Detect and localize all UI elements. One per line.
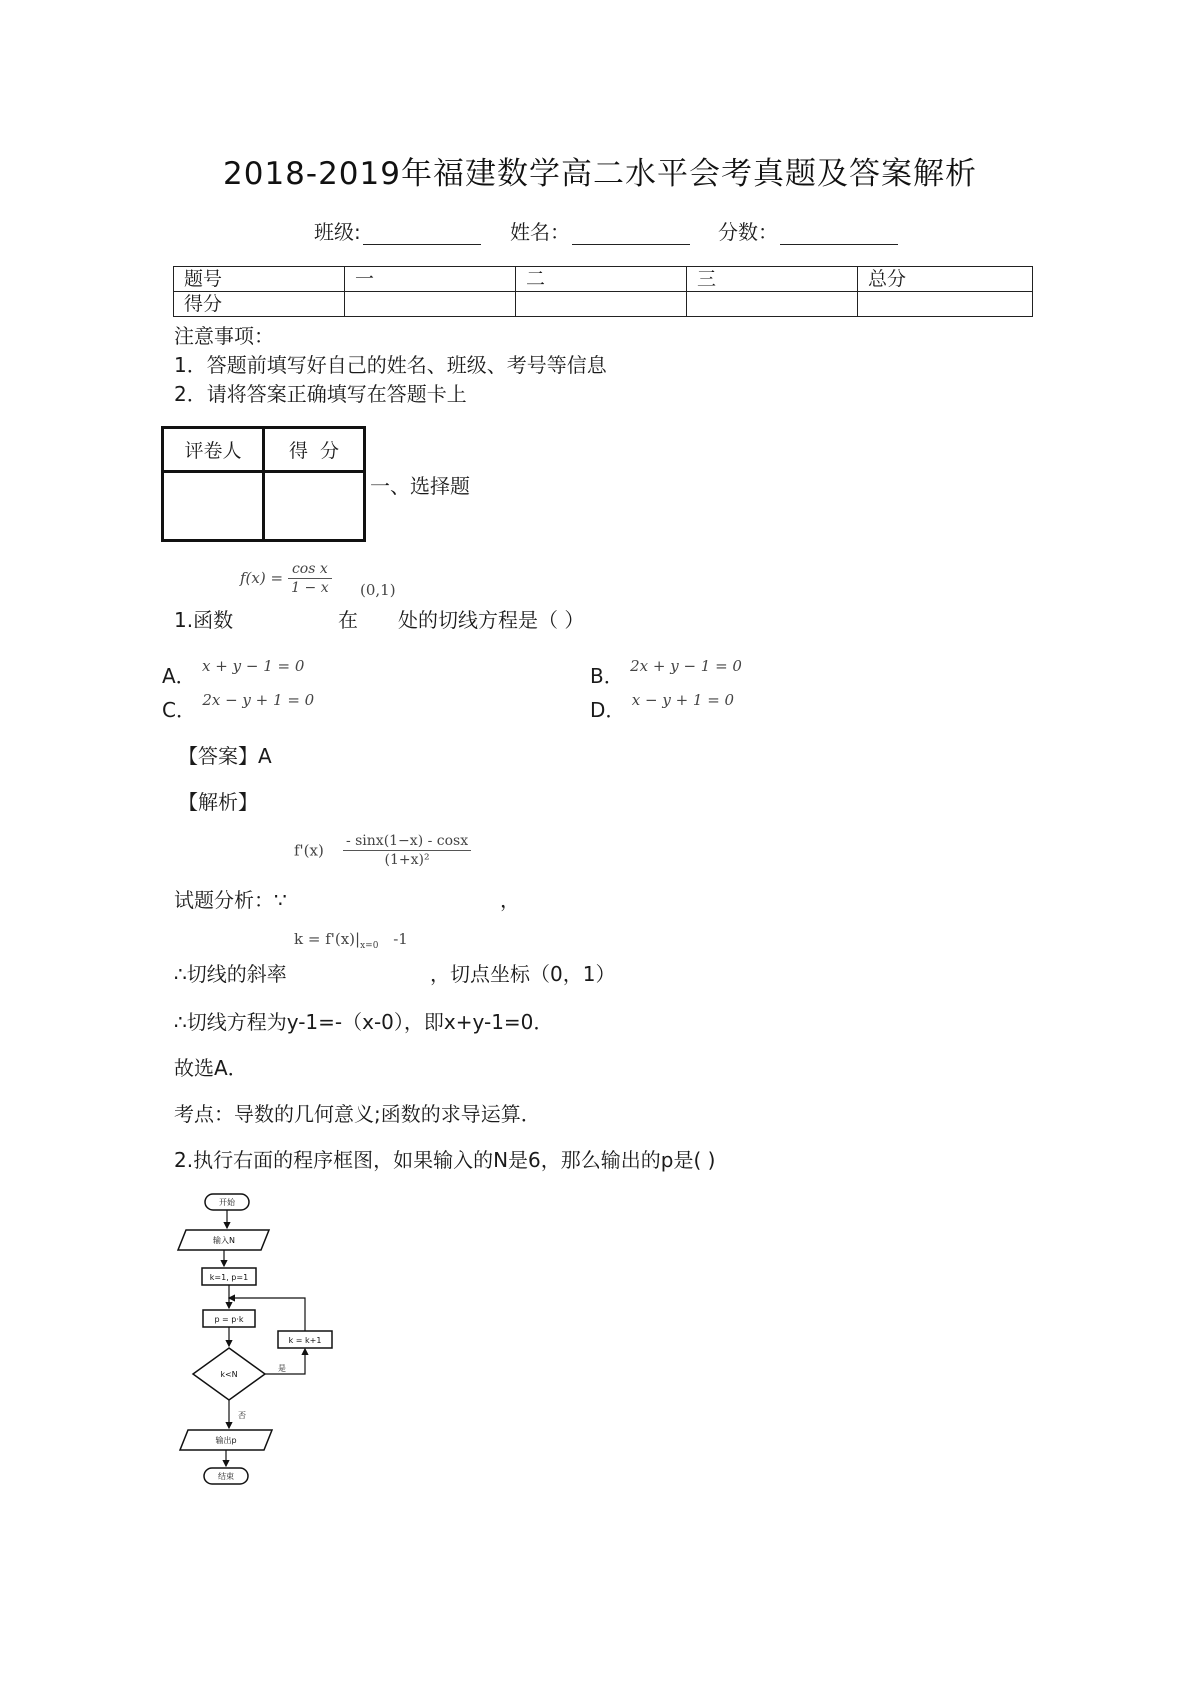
slope-subscript: x=0 (360, 941, 379, 951)
option-expr: x − y + 1 = 0 (631, 691, 735, 709)
grader-table (161, 426, 366, 542)
analysis-comma: ， (500, 888, 520, 912)
analysis-line-5: 考点：导数的几何意义;函数的求导运算． (174, 1102, 541, 1126)
flow-no-label: 否 (238, 1411, 246, 1420)
score-header-cell: 题号 (174, 267, 345, 292)
grader-cell (163, 472, 264, 541)
q1-frac-num: cos x (288, 560, 331, 579)
class-field (314, 216, 481, 245)
q1-f-label: f(x) = (240, 569, 284, 587)
score-row-label: 得分 (174, 292, 345, 317)
grader-header: 评卷人 (163, 428, 264, 472)
analysis-line-2-prefix: ∴切线的斜率 (174, 962, 287, 986)
score-header-cell: 一 (345, 267, 516, 292)
flow-update-k-text: k = k+1 (288, 1336, 322, 1345)
score-cell (858, 292, 1033, 317)
flow-update-p-text: p = p·k (214, 1315, 244, 1324)
section-heading: 一、选择题 (370, 474, 470, 498)
deriv-num: - sinx(1−x) - cosx (343, 832, 471, 851)
score-cell (687, 292, 858, 317)
q1-option-c (162, 691, 315, 723)
slope-formula (294, 930, 408, 951)
flow-start-text: 开始 (219, 1198, 235, 1207)
q1-derivative-formula (294, 832, 471, 869)
score-table-header-row (174, 267, 1033, 292)
q1-analysis-label: 【解析】 (178, 790, 258, 814)
analysis-line-2-suffix: ，切点坐标（0，1） (430, 962, 616, 986)
option-letter: A． (162, 664, 196, 688)
deriv-den: (1+x)² (384, 852, 430, 868)
q1-frac-den: 1 − x (291, 580, 329, 596)
deriv-fraction (343, 832, 471, 869)
q1-point: (0,1) (360, 581, 396, 599)
analysis-line-3: ∴切线方程为y-1=-（x-0），即x+y-1=0． (174, 1010, 554, 1034)
score-header-cell: 二 (516, 267, 687, 292)
q1-option-b (590, 657, 742, 689)
q1-function-formula (240, 560, 332, 597)
flow-init-text: k=1, p=1 (209, 1273, 249, 1282)
q1-option-d (590, 691, 735, 723)
score-cell (345, 292, 516, 317)
page-title: 2018-2019年福建数学高二水平会考真题及答案解析 (223, 156, 977, 192)
score-cell (516, 292, 687, 317)
q2-text: 2.执行右面的程序框图，如果输入的N是6，那么输出的p是( ) (174, 1148, 716, 1172)
flow-input-text: 输入N (213, 1236, 235, 1245)
option-letter: C． (162, 698, 196, 722)
note-item: 1．答题前填写好自己的姓名、班级、考号等信息 (174, 353, 607, 377)
score-header-cell: 总分 (858, 267, 1033, 292)
class-label: 班级: (314, 220, 361, 244)
score-field (718, 216, 898, 245)
name-label: 姓名： (510, 220, 570, 244)
score-header-cell: 三 (687, 267, 858, 292)
slope-expr: k = f'(x)| (294, 930, 361, 948)
flowchart (172, 1190, 347, 1494)
slope-value: -1 (393, 930, 408, 948)
option-expr: 2x − y + 1 = 0 (202, 691, 315, 709)
score-label: 分数： (718, 220, 778, 244)
option-expr: 2x + y − 1 = 0 (630, 657, 742, 675)
flow-yes-label: 是 (278, 1364, 286, 1373)
q1-suffix: 处的切线方程是（ ） (398, 608, 585, 632)
q1-answer: 【答案】A (178, 744, 272, 768)
flow-output-text: 输出p (215, 1436, 237, 1445)
option-letter: D． (590, 698, 626, 722)
class-blank (363, 224, 481, 245)
q1-fraction (288, 560, 331, 597)
analysis-line-1: 试题分析：∵ (174, 888, 287, 912)
deriv-lhs: f'(x) (294, 841, 324, 860)
score-table (173, 266, 1033, 317)
q1-at: 在 (338, 608, 358, 632)
option-expr: x + y − 1 = 0 (202, 657, 305, 675)
flow-decision-text: k<N (220, 1370, 238, 1379)
q1-prefix: 1.函数 (174, 608, 234, 632)
score-blank (780, 224, 898, 245)
grader-header: 得 分 (264, 428, 365, 472)
notes-heading: 注意事项： (174, 324, 274, 348)
score-table-score-row (174, 292, 1033, 317)
grader-cell (264, 472, 365, 541)
note-item: 2．请将答案正确填写在答题卡上 (174, 382, 467, 406)
q1-option-a (162, 657, 305, 689)
option-letter: B． (590, 664, 624, 688)
name-field (510, 216, 690, 245)
name-blank (572, 224, 690, 245)
analysis-line-4: 故选A． (174, 1056, 248, 1080)
flow-end-text: 结束 (218, 1472, 234, 1481)
